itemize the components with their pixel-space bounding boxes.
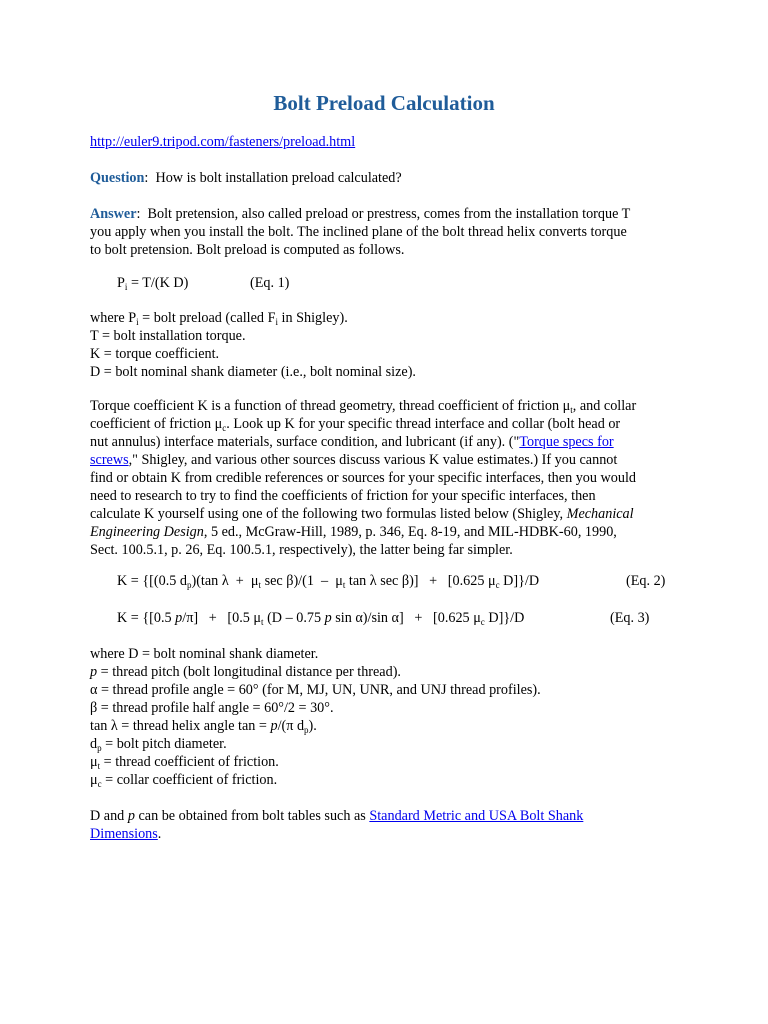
- bolt-shank-dimensions-link-continued[interactable]: Dimensions: [90, 826, 158, 842]
- profile-angle-definition: α = thread profile angle = 60° (for M, MJ, UN, UNR, and UNJ thread profiles).: [90, 682, 541, 698]
- half-angle-definition: β = thread profile half angle = 60°/2 = 30°.: [90, 700, 334, 716]
- pitch-diameter-definition: $d_p$ = bolt pitch diameter.: [90, 736, 227, 753]
- equation-2-label: (Eq. 2): [626, 573, 666, 589]
- collar-friction-definition: $\mu_c$ = collar coefficient of friction.: [90, 772, 278, 789]
- page-title: Bolt Preload Calculation: [273, 91, 495, 115]
- equation-3-label: (Eq. 3): [610, 610, 650, 626]
- answer-line-2: you apply when you install the bolt. The inclined plane of the bolt thread helix converts torque: [90, 224, 627, 240]
- torque-specs-link[interactable]: Torque specs for: [519, 434, 614, 450]
- source-url-line: [90, 133, 690, 151]
- question-paragraph: Question: How is bolt installation preload calculated?: [90, 170, 402, 186]
- bolt-shank-dimensions-link[interactable]: Standard Metric and USA Bolt Shank: [369, 808, 584, 824]
- torque-definition: T = bolt installation torque.: [90, 328, 246, 344]
- coefficient-definition: K = torque coefficient.: [90, 346, 220, 362]
- answer-line-3: to bolt pretension. Bolt preload is computed as follows.: [90, 242, 405, 258]
- definitions-2: [90, 645, 690, 789]
- answer-line-1: Bolt pretension, also called preload or prestress, comes from the installation torque T: [147, 206, 631, 222]
- question-text: How is bolt installation preload calculated?: [155, 170, 402, 186]
- pitch-definition: p = thread pitch (bolt longitudinal distance per thread).: [90, 664, 401, 680]
- question-label: Question: [90, 170, 145, 186]
- torque-coefficient-paragraph: Torque coefficient K is a function of thread geometry, thread coefficient of friction $\mu_t$, and collar coefficient of friction $\mu_c$. Look up K for your specific thread interface and collar (bolt head or nut annulus) interface materials, surface condition, and lubricant (if any). ("Torque specs for screws," Shigley, and various other sources discuss various K value estimates.) If you cannot find or obtain K from credible references or sources for your specific interfaces, then you would need to research to try to find the coefficients of friction for your specific interfaces, then calculate K yourself using one of the following two formulas listed below (Shigley, Mechanical Engineering Design, 5 ed., McGraw-Hill, 1989, p. 346, Eq. 8-19, and MIL-HDBK-60, 1990, Sect. 100.5.1, p. 26, Eq. 100.5.1, respectively), the latter being far simpler.: [90, 398, 637, 558]
- thread-friction-definition: $\mu_t$ = thread coefficient of friction.: [90, 754, 279, 771]
- helix-angle-definition: tan λ = thread helix angle tan = p/(π $d_p$).: [90, 718, 317, 735]
- diameter-definition: D = bolt nominal shank diameter (i.e., bolt nominal size).: [90, 364, 416, 380]
- nominal-diameter-definition: where D = bolt nominal shank diameter.: [90, 646, 319, 662]
- answer-label: Answer: [90, 206, 137, 222]
- definitions-1: [90, 309, 690, 381]
- equation-1-label: (Eq. 1): [250, 275, 290, 291]
- closing-paragraph: D and p can be obtained from bolt tables such as Standard Metric and USA Bolt Shank Dimensions.: [90, 808, 584, 842]
- preload-definition: where $P_i$ = bolt preload (called $F_i$ in Shigley).: [90, 310, 348, 327]
- answer-paragraph: Answer: Bolt pretension, also called preload or prestress, comes from the installation torque T you apply when you install the bolt. The inclined plane of the bolt thread helix converts torque to bolt pretension. Bolt preload is computed as follows.: [90, 205, 690, 259]
- source-url-link[interactable]: http://euler9.tripod.com/fasteners/preload.html: [90, 134, 356, 150]
- torque-specs-link-continued[interactable]: screws: [90, 452, 129, 468]
